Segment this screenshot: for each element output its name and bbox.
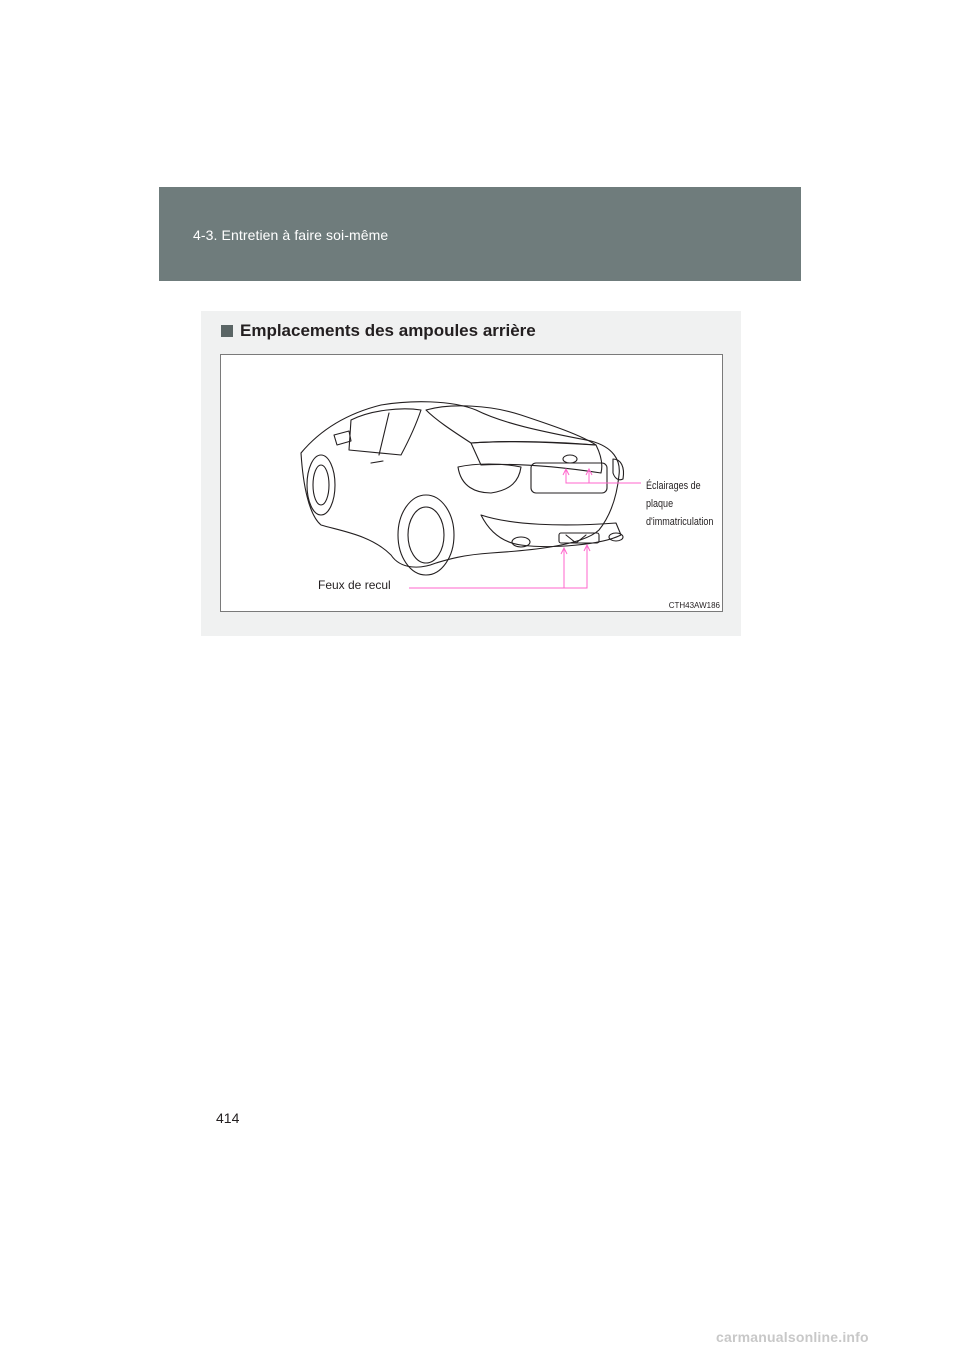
page-number: 414 bbox=[216, 1110, 240, 1126]
front-wheel bbox=[307, 455, 335, 515]
emblem bbox=[563, 455, 577, 463]
callout-line-license bbox=[566, 470, 641, 483]
figure-frame bbox=[220, 354, 723, 612]
license-plate-recess bbox=[531, 463, 607, 493]
door-handle bbox=[371, 461, 383, 463]
label-backup-lights: Feux de recul bbox=[318, 578, 391, 592]
rear-window bbox=[426, 406, 596, 445]
side-mirror bbox=[334, 431, 351, 445]
tail-light-left bbox=[458, 464, 521, 493]
car-body-outline bbox=[301, 402, 619, 567]
callout-line-backup bbox=[409, 545, 587, 588]
label-license-line-2: plaque bbox=[646, 498, 674, 510]
section-heading-text: Emplacements des ampoules arrière bbox=[240, 321, 536, 340]
section-title: 4-3. Entretien à faire soi-même bbox=[193, 227, 389, 243]
section-box bbox=[201, 311, 741, 636]
section-heading bbox=[221, 321, 536, 341]
label-license-line-1: Éclairages de bbox=[646, 480, 701, 492]
rear-bumper bbox=[481, 515, 621, 547]
header-bar bbox=[159, 187, 801, 281]
square-bullet-icon bbox=[221, 325, 233, 337]
label-license-lights bbox=[646, 477, 713, 531]
figure-code: CTH43AW186 bbox=[668, 601, 720, 610]
trunk-lid bbox=[471, 442, 602, 473]
watermark: carmanualsonline.info bbox=[716, 1329, 869, 1345]
label-license-line-3: d'immatriculation bbox=[646, 516, 714, 528]
